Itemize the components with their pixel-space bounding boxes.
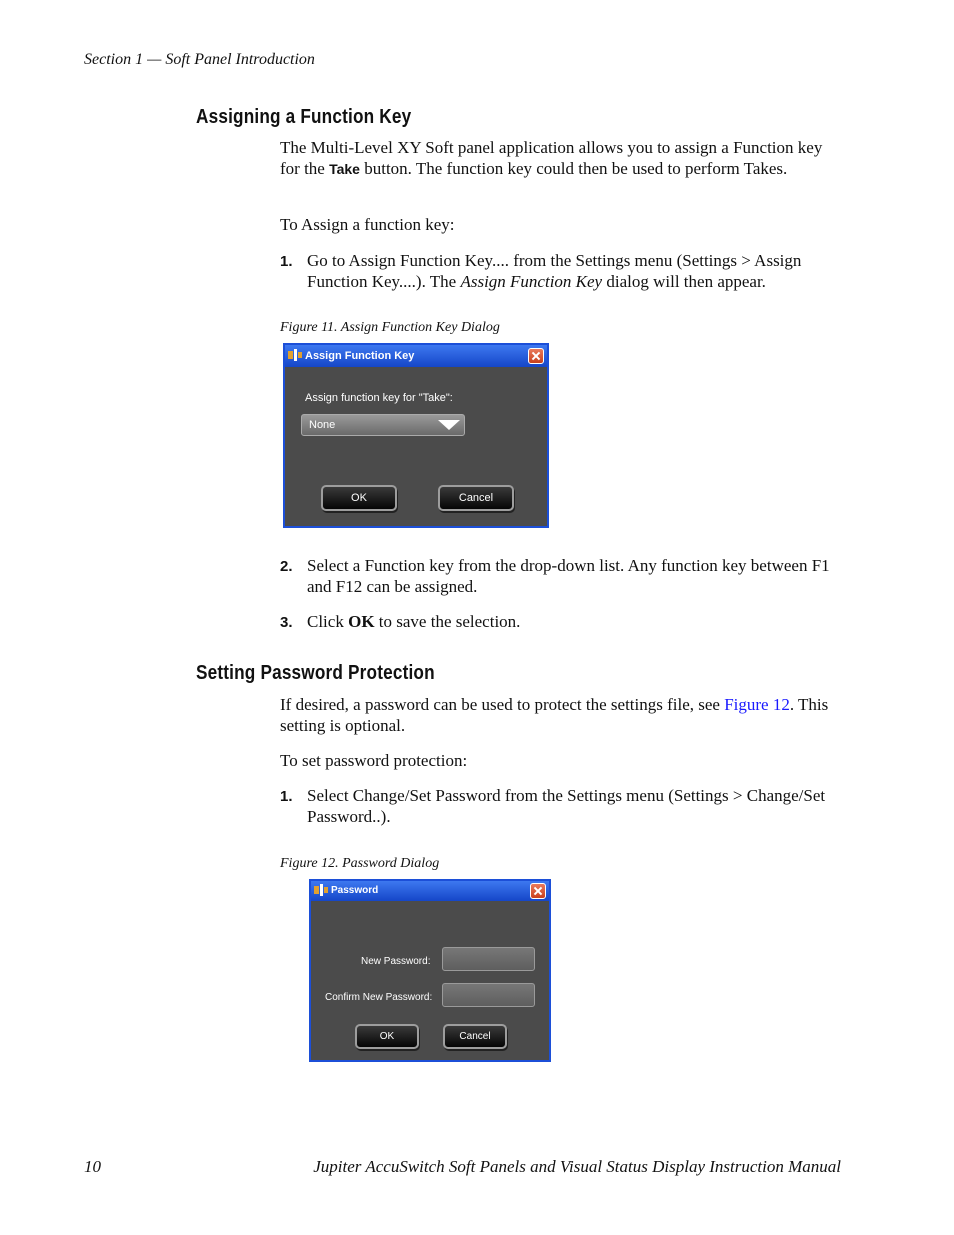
- page-number: 10: [84, 1157, 101, 1176]
- step-text: [307, 612, 840, 633]
- figure-11-caption: Figure 11. Assign Function Key Dialog: [280, 320, 500, 335]
- figure-12-link[interactable]: Figure 12: [724, 695, 790, 714]
- dropdown-value: None: [309, 419, 336, 431]
- step-text-emphasis: Assign Function Key: [460, 271, 603, 291]
- step-text: Select Change/Set Password from the Settings menu (Settings > Change/Set Password..).: [307, 786, 826, 826]
- section-heading-function-key: Assigning a Function Key: [196, 106, 412, 128]
- step-number: 3.: [280, 614, 293, 631]
- ok-button[interactable]: OK: [355, 1024, 419, 1049]
- close-icon[interactable]: [530, 883, 546, 899]
- step-number: 2.: [280, 558, 293, 575]
- step-number: 1.: [280, 788, 293, 805]
- step-text-a: Click: [307, 612, 349, 631]
- chevron-down-icon: [438, 420, 460, 430]
- confirm-password-field[interactable]: [442, 983, 535, 1007]
- running-head: Section 1 — Soft Panel Introduction: [84, 51, 315, 68]
- intro-text-b: button. The function key could then be used to perform Takes.: [359, 158, 788, 178]
- step-text-b: dialog will then appear.: [602, 271, 766, 291]
- step-text: Select a Function key from the drop-down list. Any function key between F1 and F12 can be assigned.: [307, 556, 830, 596]
- manual-title: Jupiter AccuSwitch Soft Panels and Visual Status Display Instruction Manual: [313, 1157, 841, 1176]
- step-text: [307, 251, 840, 292]
- intro-text-a: The Multi-Level XY Soft panel application allows you to assign a Function key for the: [280, 138, 823, 178]
- password-step-1: [280, 786, 840, 827]
- dialog-title: Password: [331, 885, 379, 896]
- password-dialog: [309, 879, 551, 1062]
- assign-function-key-dialog: [283, 343, 549, 528]
- intro-text-a: If desired, a password can be used to protect the settings file, see: [280, 695, 725, 714]
- step-number: 1.: [280, 253, 293, 270]
- app-icon: [288, 349, 302, 361]
- dialog-titlebar: [311, 881, 549, 901]
- figure-12-caption: Figure 12. Password Dialog: [280, 856, 440, 871]
- section-heading-password: Setting Password Protection: [196, 662, 435, 684]
- function-key-intro: [280, 138, 840, 179]
- step-text-b: to save the selection.: [374, 612, 521, 631]
- function-key-lead: To Assign a function key:: [280, 215, 455, 234]
- ok-button[interactable]: OK: [321, 485, 397, 511]
- function-key-step-3: [280, 612, 840, 633]
- step-text-strong: OK: [348, 612, 375, 631]
- close-icon[interactable]: [528, 348, 544, 364]
- dialog-titlebar: [285, 345, 547, 367]
- assign-prompt-label: Assign function key for "Take":: [305, 392, 453, 404]
- function-key-step-2: [280, 556, 840, 597]
- confirm-password-label: Confirm New Password:: [325, 992, 433, 1003]
- dialog-title: Assign Function Key: [305, 350, 415, 362]
- password-intro: [280, 695, 840, 736]
- app-icon: [314, 884, 328, 896]
- intro-text-b: . This setting is optional.: [280, 695, 829, 735]
- function-key-dropdown[interactable]: [301, 414, 465, 436]
- new-password-field[interactable]: [442, 947, 535, 971]
- password-lead: To set password protection:: [280, 751, 468, 770]
- take-keyword: Take: [329, 160, 360, 177]
- cancel-button[interactable]: Cancel: [443, 1024, 507, 1049]
- step-text-a: Go to Assign Function Key.... from the Settings menu (Settings > Assign Function Key....). The: [307, 251, 802, 291]
- cancel-button[interactable]: Cancel: [438, 485, 514, 511]
- function-key-step-1: [280, 251, 840, 292]
- new-password-label: New Password:: [361, 956, 431, 967]
